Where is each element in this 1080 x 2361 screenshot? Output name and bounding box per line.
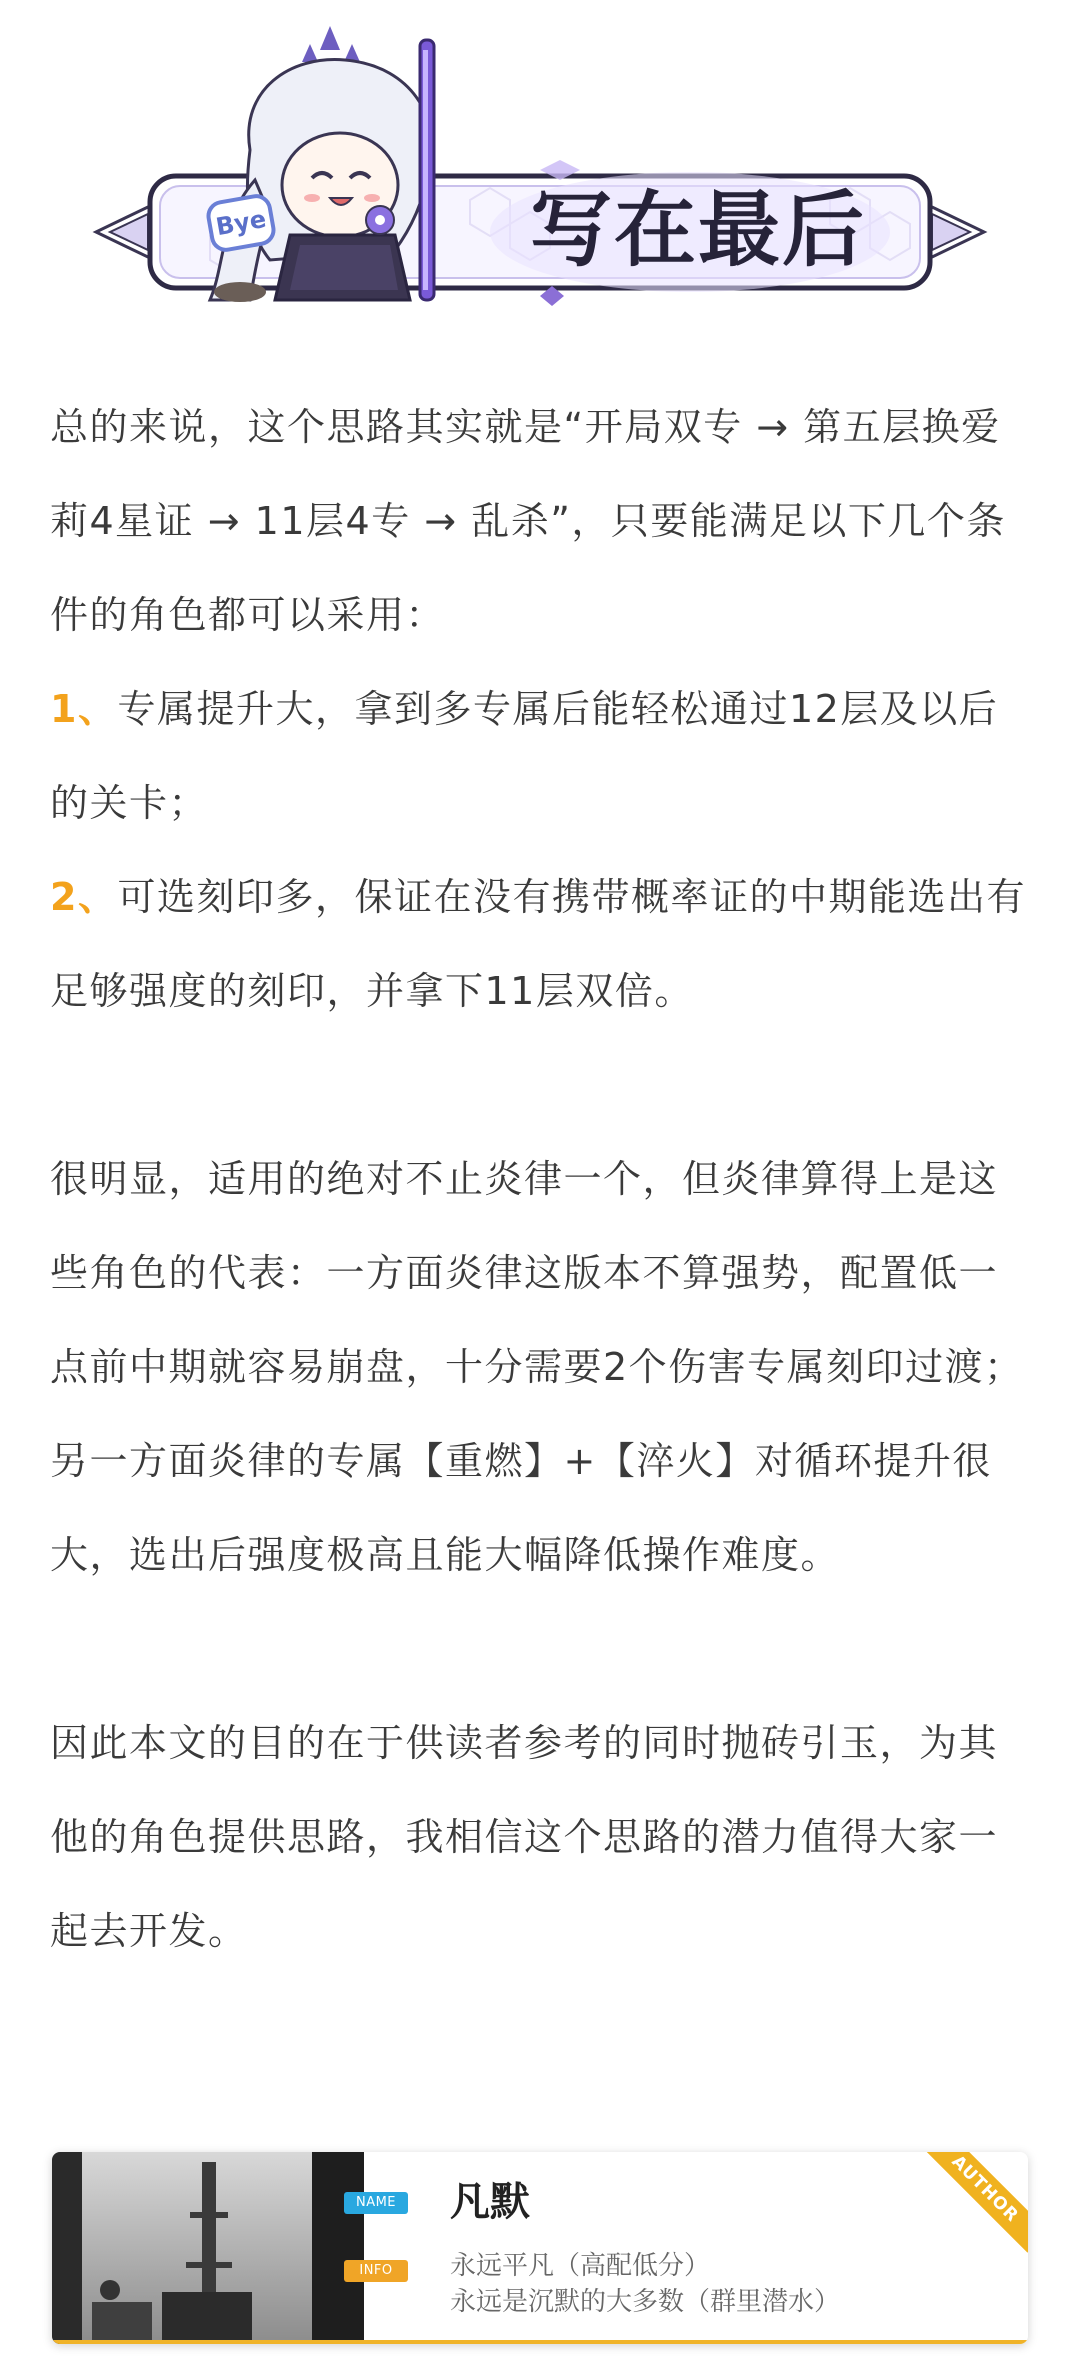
section-title: 写在最后 [530, 182, 867, 278]
chibi-character-illustration [210, 26, 434, 302]
bye-badge: Bye [204, 192, 278, 255]
paragraph-summary: 总的来说，这个思路其实就是“开局双专 → 第五层换爱莉4星证 → 11层4专 → 乱杀”，只要能满足以下几个条件的角色都可以采用： [50, 405, 1006, 637]
author-info-line: 永远平凡（高配低分） [450, 2251, 711, 2281]
author-ribbon: AUTHOR [921, 2152, 1028, 2253]
paragraph-gap [50, 1038, 1030, 1132]
card-accent-line [52, 2340, 1028, 2344]
list-number: 1、 [50, 687, 118, 731]
paragraph-gap [50, 1602, 1030, 1696]
paragraph-analysis: 很明显，适用的绝对不止炎律一个，但炎律算得上是这些角色的代表：一方面炎律这版本不算强势，配置低一点前中期就容易崩盘，十分需要2个伤害专属刻印过渡；另一方面炎律的专属【重燃】+【淬火】对循环提升很大，选出后强度极高且能大幅降低操作难度。 [50, 1157, 1024, 1577]
author-info-line: 永远是沉默的大多数（群里潜水） [450, 2287, 841, 2317]
author-photo [52, 2152, 364, 2344]
info-tag: INFO [344, 2260, 408, 2282]
list-item-condition-2 [50, 850, 1030, 1038]
author-card[interactable] [52, 2152, 1028, 2344]
name-tag: NAME [344, 2192, 408, 2214]
author-name: 凡默 [450, 2179, 530, 2225]
paragraph-conclusion: 因此本文的目的在于供读者参考的同时抛砖引玉，为其他的角色提供思路，我相信这个思路的潜力值得大家一起去开发。 [50, 1721, 999, 1953]
list-item-text: 专属提升大，拿到多专属后能轻松通过12层及以后的关卡； [50, 687, 999, 825]
section-banner [0, 0, 1080, 330]
list-item-condition-1 [50, 662, 1030, 850]
list-number: 2、 [50, 875, 118, 919]
list-item-text: 可选刻印多，保证在没有携带概率证的中期能选出有足够强度的刻印，并拿下11层双倍。 [50, 875, 1026, 1013]
article-body [50, 380, 1030, 1978]
